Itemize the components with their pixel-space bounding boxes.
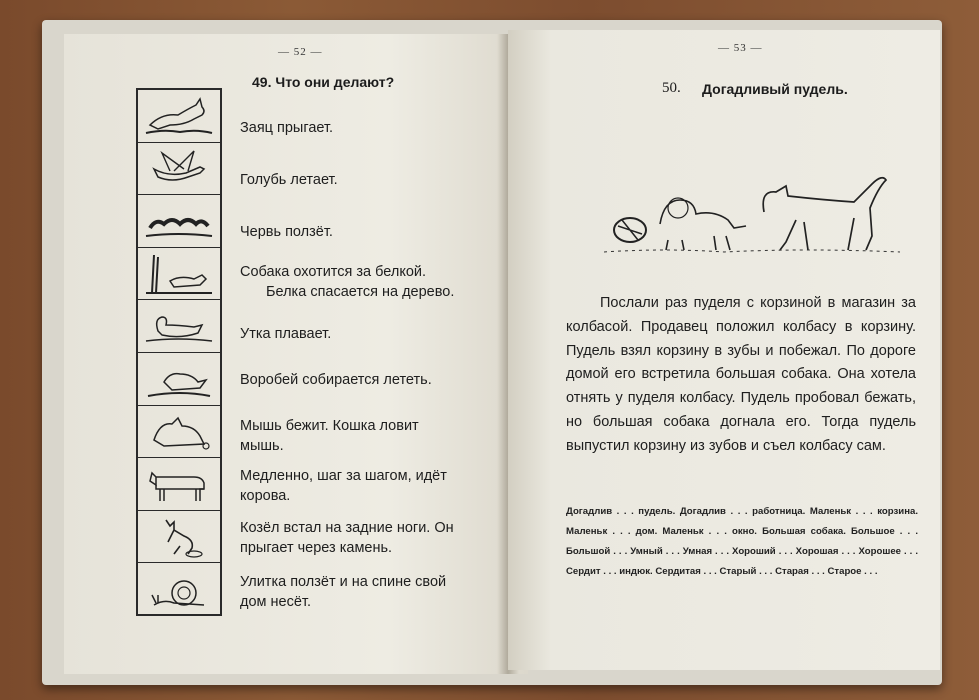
duck-icon — [138, 300, 220, 353]
page-number-right: — 53 — — [718, 42, 763, 54]
pigeon-icon — [138, 143, 220, 196]
open-book — [42, 20, 942, 685]
sparrow-icon — [138, 353, 220, 406]
poodle-dog-basket-icon — [604, 170, 904, 256]
lesson-title-right: Догадливый пудель. — [702, 81, 848, 97]
goat-icon — [138, 511, 220, 564]
sentence-hare: Заяц прыгает. — [240, 120, 334, 136]
cow-icon — [138, 458, 220, 511]
grammar-exercise: Догадлив . . . пудель. Догадлив . . . работница. Маленьк . . . корзина. Маленьк . . . дом. Маленьк . . . окно. Большая собака. Большое . . . Большой . . . Умный . . . Умная . . . Хороший . . . Хорошая . . . Хорошее . . . Сердит . . . индюк. Сердитая . . . Старый . . . Старая . . . Старое . . . — [566, 506, 918, 577]
right-page — [508, 30, 940, 670]
sentence-snail: Улитка ползёт и на спине свой дом несёт. — [240, 574, 447, 610]
page-number-left: — 52 — — [278, 46, 323, 58]
sentence-worm: Червь ползёт. — [240, 224, 333, 240]
sentence-pigeon: Голубь летает. — [240, 172, 338, 188]
sentence-cat-mouse: Мышь бежит. Кошка ловит мышь. — [240, 418, 419, 454]
cat-mouse-icon — [138, 406, 220, 459]
lesson-number-right: 50. — [662, 80, 681, 96]
snail-icon — [138, 563, 220, 616]
sentence-goat: Козёл встал на задние ноги. Он прыгает через камень. — [240, 520, 454, 556]
hare-icon — [138, 90, 220, 143]
picture-column — [136, 88, 222, 616]
sentence-duck: Утка плавает. — [240, 326, 332, 342]
sentence-cow: Медленно, шаг за шагом, идёт корова. — [240, 468, 447, 504]
dog-squirrel-icon — [138, 248, 220, 301]
lesson-title-left: 49. Что они делают? — [252, 74, 395, 90]
sentence-sparrow: Воробей собирается лететь. — [240, 372, 432, 388]
sentence-dog-squirrel: Собака охотится за белкой. Белка спасается на дерево. — [240, 264, 455, 300]
story-text: Послали раз пуделя с корзиной в магазин за колбасой. Продавец положил колбасу в корзину. Пудель взял корзину в зубы и побежал. По дороге домой его встретила большая собака. Она хотела отнять у пуделя колбасу. Пудель пробовал бежать, но большая собака догнала его. Тогда пудель выпустил корзину из зубов и съел колбасу сам. — [566, 295, 916, 454]
worm-icon — [138, 195, 220, 248]
left-page — [64, 34, 528, 674]
